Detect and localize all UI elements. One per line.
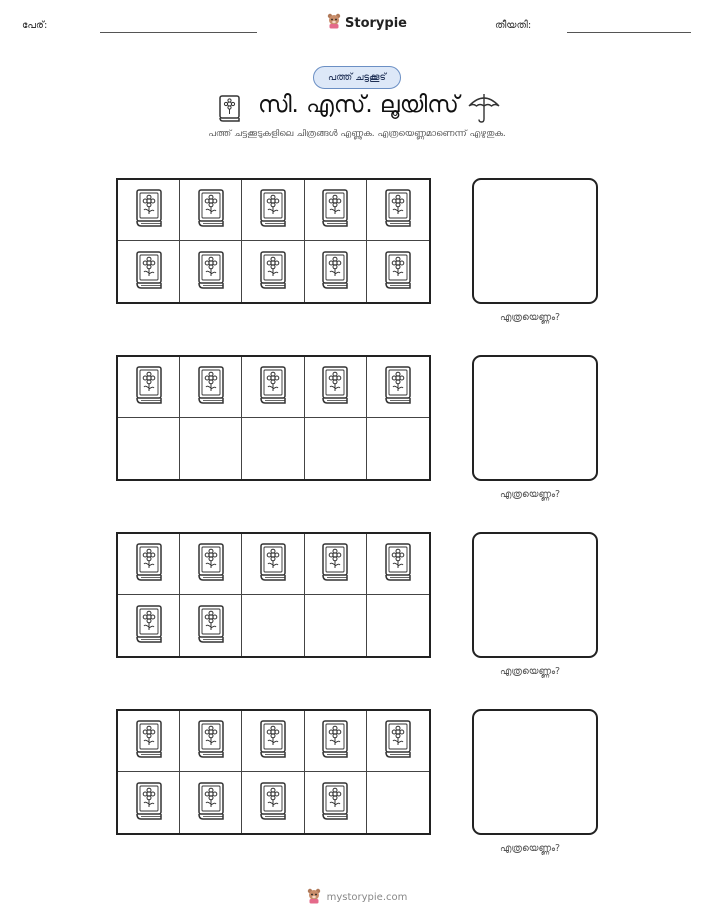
umbrella-icon xyxy=(467,92,501,128)
ten-frame-cell xyxy=(305,241,367,302)
flower-book-icon xyxy=(132,541,166,587)
ten-frame-cell xyxy=(305,772,367,833)
answer-box[interactable] xyxy=(472,709,598,835)
ten-frame-cell xyxy=(305,534,367,595)
ten-frame-cell xyxy=(180,357,242,418)
ten-frame-cell xyxy=(367,711,429,772)
ten-frame-cell xyxy=(367,534,429,595)
flower-book-icon xyxy=(318,541,352,587)
flower-book-icon xyxy=(256,541,290,587)
date-line[interactable] xyxy=(567,32,691,33)
ten-frame xyxy=(116,178,431,304)
ten-frame-cell xyxy=(367,418,429,479)
flower-book-icon xyxy=(132,718,166,764)
ten-frame-cell xyxy=(367,357,429,418)
ten-frame xyxy=(116,532,431,658)
page-title: സി. എസ്. ലൂയിസ് xyxy=(258,92,459,118)
flower-book-icon xyxy=(381,541,415,587)
flower-book-icon xyxy=(194,541,228,587)
ten-frame-cell xyxy=(367,241,429,302)
ten-frame-cell xyxy=(305,711,367,772)
flower-book-icon xyxy=(256,249,290,295)
count-question: എത്രയെണ്ണം? xyxy=(500,843,561,854)
footer xyxy=(0,888,714,907)
ten-frame-cell xyxy=(118,711,180,772)
bear-logo-icon xyxy=(327,13,341,33)
ten-frame-cell xyxy=(242,241,304,302)
ten-frame-cell xyxy=(118,180,180,241)
ten-frame-cell xyxy=(242,180,304,241)
ten-frame-cell xyxy=(242,772,304,833)
flower-book-icon xyxy=(381,249,415,295)
flower-book-icon xyxy=(381,364,415,410)
ten-frame-cell xyxy=(305,357,367,418)
flower-book-icon xyxy=(318,364,352,410)
footer-site: mystorypie.com xyxy=(326,892,408,903)
ten-frame-cell xyxy=(242,357,304,418)
flower-book-icon xyxy=(194,249,228,295)
ten-frame-cell xyxy=(242,711,304,772)
ten-frame-cell xyxy=(242,595,304,656)
ten-frame-cell xyxy=(180,418,242,479)
flower-book-icon xyxy=(194,718,228,764)
answer-box[interactable] xyxy=(472,532,598,658)
answer-box[interactable] xyxy=(472,178,598,304)
ten-frame-cell xyxy=(180,711,242,772)
flower-book-icon xyxy=(132,187,166,233)
worksheet-type-badge: പത്ത് ചട്ടക്കൂട് xyxy=(313,66,401,89)
flower-book-icon xyxy=(381,187,415,233)
answer-box[interactable] xyxy=(472,355,598,481)
flower-book-icon xyxy=(194,603,228,649)
name-label: പേര്: xyxy=(22,20,48,31)
ten-frame-cell xyxy=(180,772,242,833)
ten-frame-cell xyxy=(180,180,242,241)
count-question: എത്രയെണ്ണം? xyxy=(500,489,561,500)
flower-book-icon xyxy=(381,718,415,764)
ten-frame-cell xyxy=(118,357,180,418)
flower-book-icon xyxy=(132,364,166,410)
flower-book-icon xyxy=(256,780,290,826)
flower-book-icon xyxy=(256,718,290,764)
ten-frame-cell xyxy=(180,241,242,302)
flower-book-icon xyxy=(132,249,166,295)
ten-frame-cell xyxy=(242,534,304,595)
ten-frame-cell xyxy=(180,595,242,656)
instructions: പത്ത് ചട്ടക്കൂടുകളിലെ ചിത്രങ്ങൾ എണ്ണുക. എത്രയെണ്ണമാണെന്ന് എഴുതുക. xyxy=(208,129,506,139)
flower-book-icon xyxy=(256,187,290,233)
flower-book-icon xyxy=(194,364,228,410)
flower-book-icon xyxy=(194,187,228,233)
count-question: എത്രയെണ്ണം? xyxy=(500,666,561,677)
ten-frame-cell xyxy=(367,595,429,656)
flower-book-icon xyxy=(318,249,352,295)
ten-frame-cell xyxy=(118,772,180,833)
ten-frame xyxy=(116,709,431,835)
count-question: എത്രയെണ്ണം? xyxy=(500,312,561,323)
flower-book-icon xyxy=(256,364,290,410)
ten-frame-cell xyxy=(118,534,180,595)
bear-logo-icon xyxy=(307,888,321,907)
ten-frame-cell xyxy=(367,180,429,241)
flower-book-icon xyxy=(194,780,228,826)
brand-logo xyxy=(327,13,407,33)
flower-book-icon xyxy=(318,780,352,826)
book-icon xyxy=(217,94,243,126)
ten-frame-cell xyxy=(305,595,367,656)
ten-frame-cell xyxy=(118,418,180,479)
ten-frame-cell xyxy=(305,418,367,479)
flower-book-icon xyxy=(132,603,166,649)
flower-book-icon xyxy=(318,718,352,764)
ten-frame-cell xyxy=(242,418,304,479)
brand-name: Storypie xyxy=(345,15,407,31)
ten-frame-cell xyxy=(118,241,180,302)
name-line[interactable] xyxy=(100,32,257,33)
ten-frame-cell xyxy=(180,534,242,595)
ten-frame-cell xyxy=(367,772,429,833)
flower-book-icon xyxy=(318,187,352,233)
flower-book-icon xyxy=(132,780,166,826)
ten-frame-cell xyxy=(305,180,367,241)
date-label: തീയതി: xyxy=(495,20,532,31)
ten-frame xyxy=(116,355,431,481)
ten-frame-cell xyxy=(118,595,180,656)
